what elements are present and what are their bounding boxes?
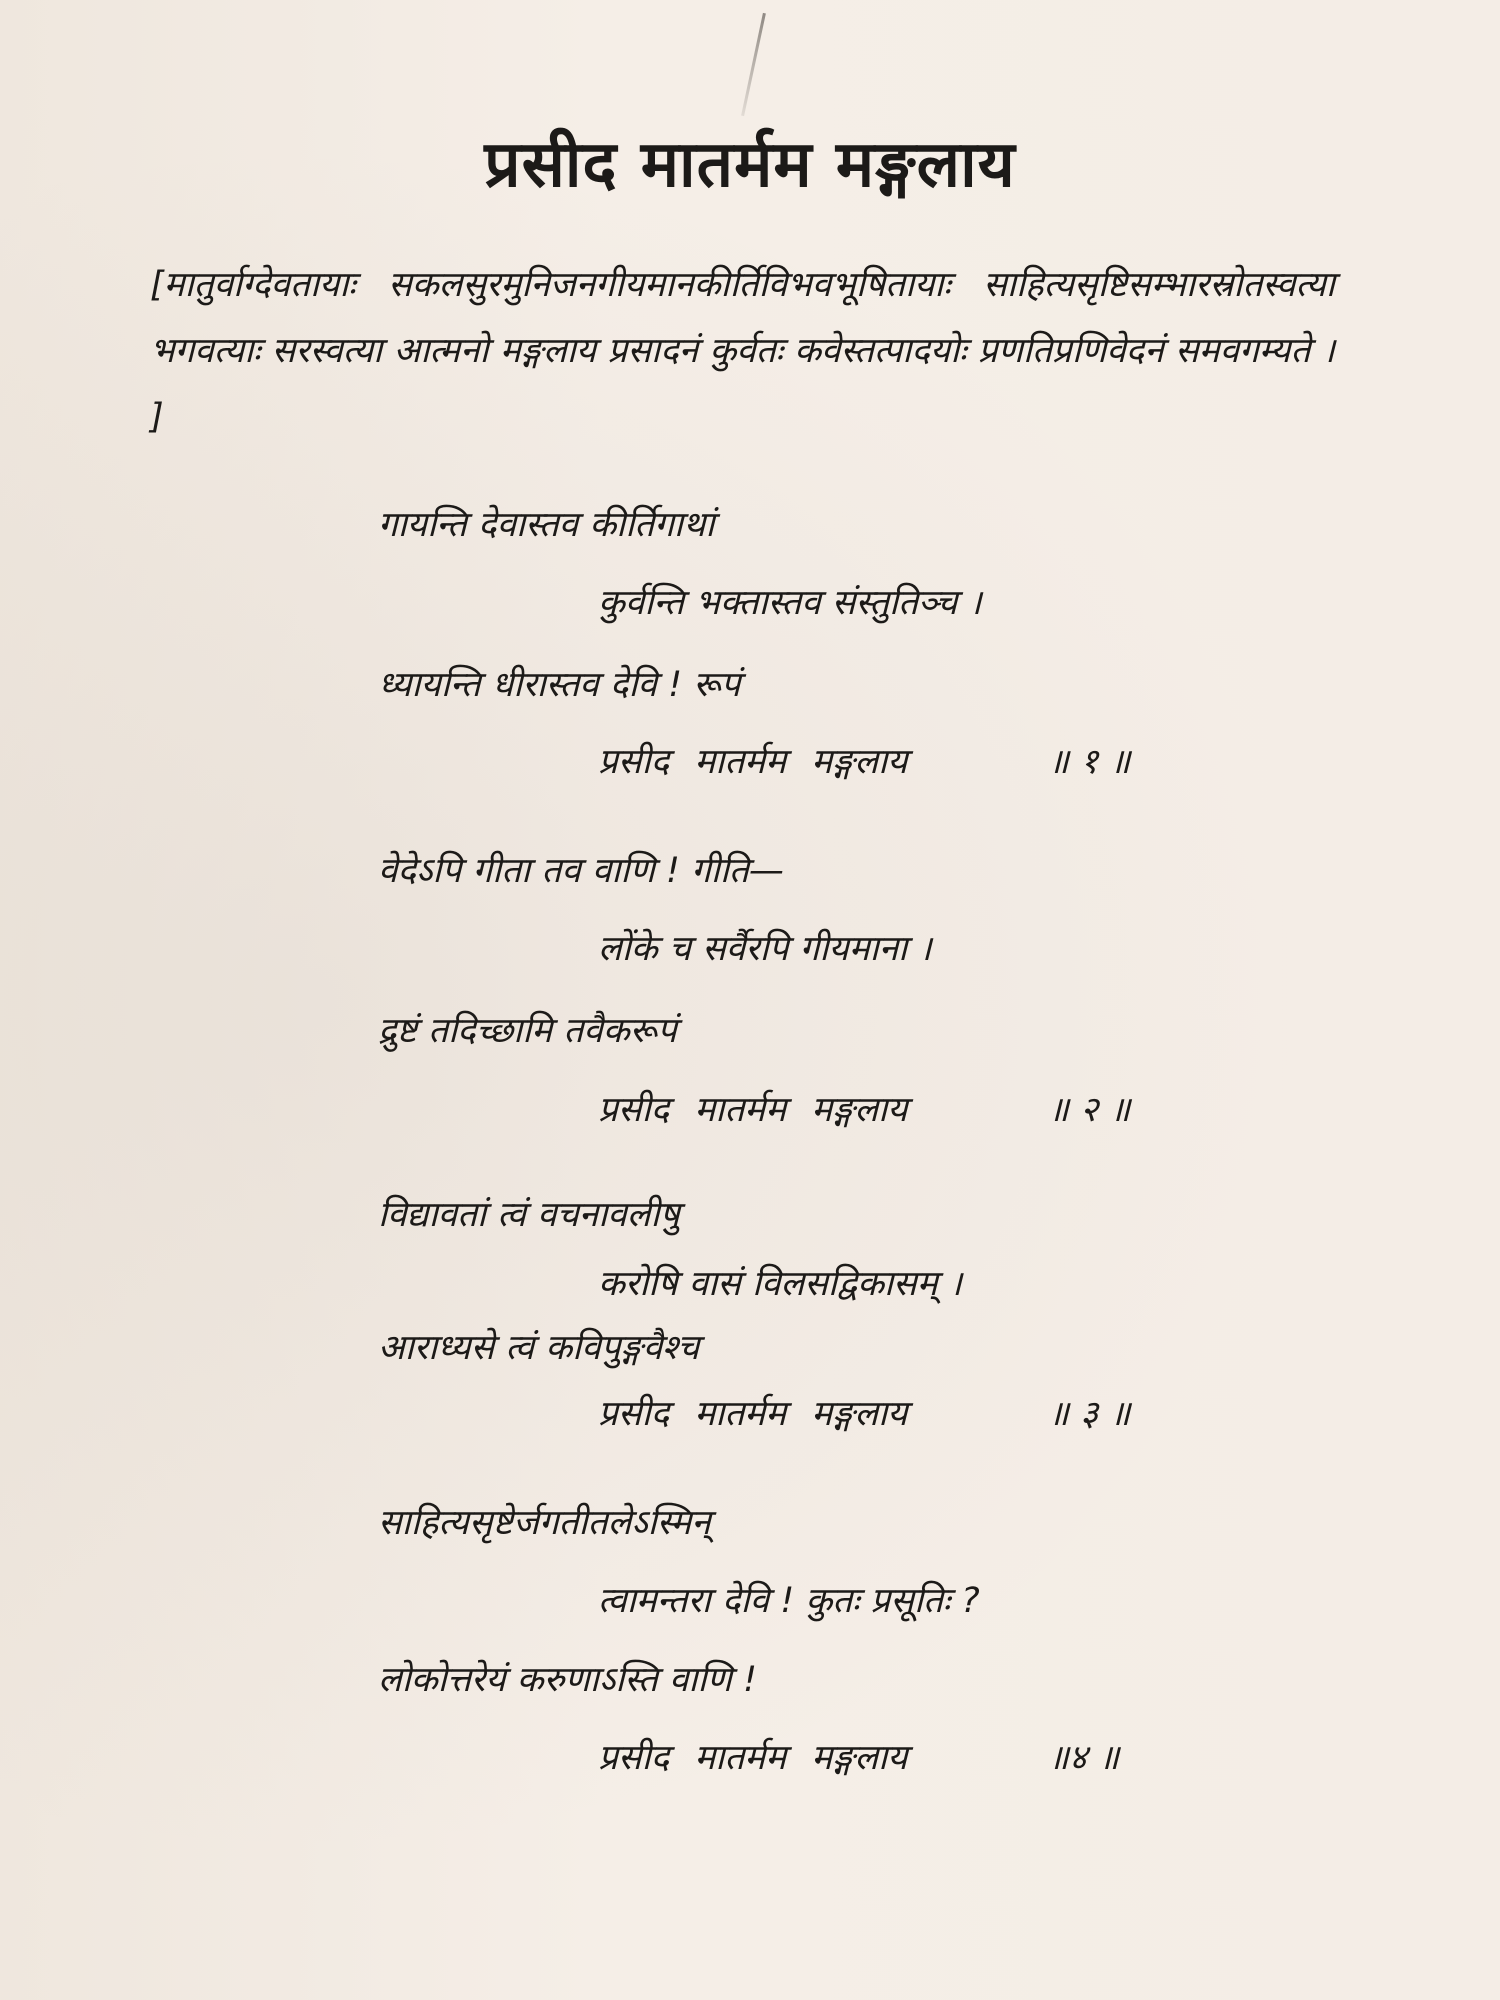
verse-number: ॥ ३ ॥ [1048,1394,1131,1434]
page-title: प्रसीद मातर्मम मङ्गलाय [484,128,1016,202]
refrain-line [598,737,1130,784]
verse-line: आराध्यसे त्वं कविपुङ्गवैश्च [378,1328,700,1368]
refrain-line [598,1085,1130,1132]
refrain-text: प्रसीद मातर्मम मङ्गलाय [598,1090,908,1130]
verse-line: ध्यायन्ति धीरास्तव देवि ! रूपं [378,665,741,705]
refrain-text: प्रसीद मातर्मम मङ्गलाय [598,1738,908,1778]
verse-line: कुर्वन्ति भक्तास्तव संस्तुतिञ्च । [598,583,982,623]
verse-number: ॥ २ ॥ [1048,1090,1131,1130]
refrain-text: प्रसीद मातर्मम मङ्गलाय [598,1394,908,1434]
verse-line: लोंके च सर्वैरपि गीयमाना । [598,929,932,969]
pen-mark [741,13,766,116]
verse-line: वेदेऽपि गीता तव वाणि ! गीति— [378,851,784,891]
intro-paragraph: [मातुर्वाग्देवतायाः सकलसुरमुनिजनगीयमानकीर्तिविभवभूषितायाः साहित्यसृष्टिसम्भारस्रोतस्वत्या भगवत्याः सरस्वत्या आत्मनो मङ्गलाय प्रसादनं कुर्वतः कवेस्तत्पादयोः प्रणतिप्रणिवेदनं समवगम्यते । ] [150,265,1335,437]
verse-line: द्रुष्टं तदिच्छामि तवैकरूपं [378,1011,677,1051]
verse-line: गायन्ति देवास्तव कीर्तिगाथां [378,505,715,545]
verse-line: लोकोत्तरेयं करुणाऽस्ति वाणि ! [378,1660,757,1700]
verse-number: ॥४ ॥ [1048,1738,1120,1778]
verse-line: करोषि वासं विलसद्विकासम् । [598,1264,963,1304]
refrain-line [598,1389,1130,1436]
refrain-line [598,1733,1119,1780]
verse-line: साहित्यसृष्टेर्जगतीतलेऽस्मिन् [378,1503,711,1543]
verse-number: ॥ १ ॥ [1048,742,1131,782]
refrain-text: प्रसीद मातर्मम मङ्गलाय [598,742,908,782]
verse-line: त्वामन्तरा देवि ! कुतः प्रसूतिः ? [598,1581,980,1621]
verse-line: विद्यावतां त्वं वचनावलीषु [378,1195,680,1235]
